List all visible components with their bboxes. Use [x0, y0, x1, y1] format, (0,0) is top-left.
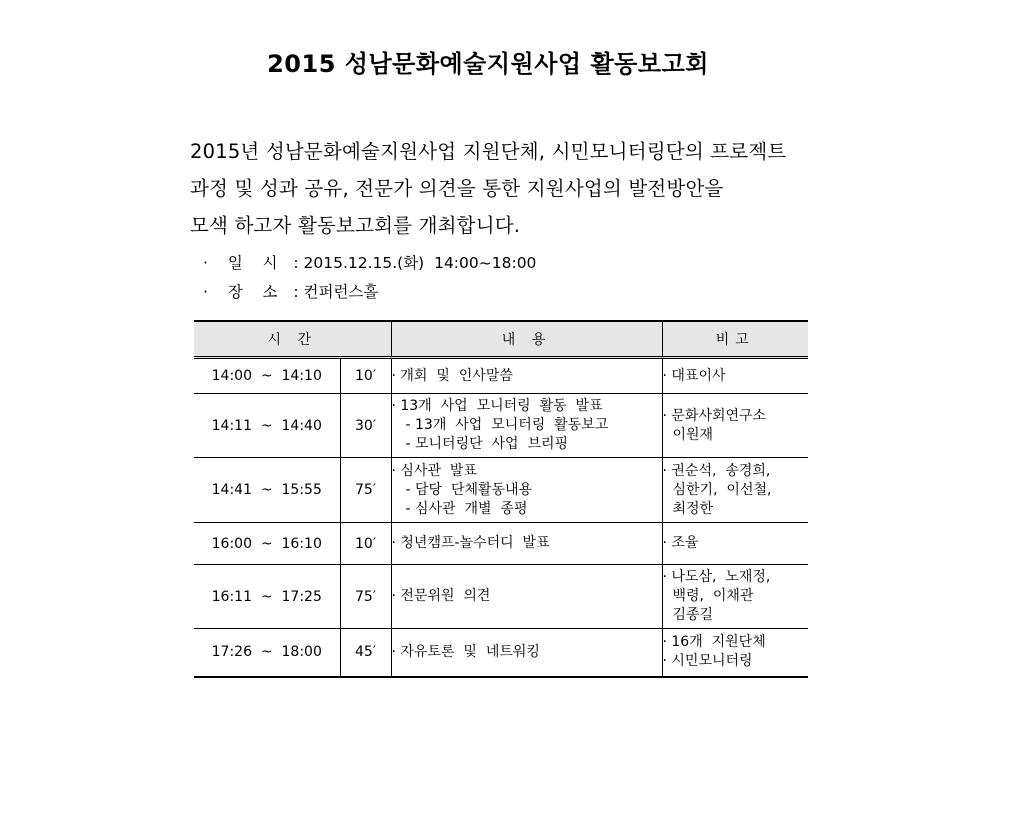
info-value: : 컨퍼런스홀 [293, 283, 379, 301]
row-time: 14:41 ~ 15:55 [194, 458, 340, 523]
content-line: · 전문위원 의견 [391, 588, 491, 604]
bullet: · [203, 283, 208, 301]
info-venue [203, 279, 536, 308]
row-duration: 75′ [340, 565, 391, 629]
table-row [194, 358, 808, 394]
row-duration: 45′ [340, 629, 391, 677]
row-duration: 75′ [340, 458, 391, 523]
content-line: · 청년캠프-놀수터디 발표 [391, 535, 550, 551]
info-label: 장 소 [227, 283, 278, 301]
row-duration: 10′ [340, 523, 391, 565]
content-line: - 모니터링단 사업 브리핑 [405, 436, 569, 452]
note-line: 이원재 [672, 426, 714, 443]
row-content [391, 565, 662, 629]
bullet: · [203, 254, 208, 272]
table-row [194, 394, 808, 458]
row-content [391, 523, 662, 565]
table-header-row [194, 321, 808, 358]
row-content [391, 629, 662, 677]
info-label: 일 시 [227, 254, 278, 272]
row-duration: 30′ [340, 394, 391, 458]
row-content [391, 458, 662, 523]
table-row [194, 458, 808, 523]
row-content [391, 358, 662, 394]
note-line: · 시민모니터링 [662, 653, 753, 670]
row-time: 17:26 ~ 18:00 [194, 629, 340, 677]
intro-line: 과정 및 성과 공유, 전문가 의견을 통한 지원사업의 발전방안을 [190, 177, 724, 200]
row-note [662, 358, 808, 394]
row-note [662, 565, 808, 629]
row-time: 16:00 ~ 16:10 [194, 523, 340, 565]
intro-paragraph [190, 133, 870, 244]
row-note [662, 394, 808, 458]
note-line: 김종길 [672, 607, 714, 623]
content-line: · 심사관 발표 [391, 462, 477, 479]
note-line: · 나도삼, 노재정, [662, 569, 771, 585]
note-line: · 권순석, 송경희, [662, 462, 771, 479]
event-info [203, 250, 536, 308]
note-line: 최정한 [672, 500, 714, 517]
document-title: 2015 성남문화예술지원사업 활동보고회 [267, 50, 709, 78]
row-time: 14:00 ~ 14:10 [194, 358, 340, 394]
content-line: - 13개 사업 모니터링 활동보고 [405, 417, 609, 433]
note-line: 백령, 이채관 [672, 588, 754, 604]
note-line: · 문화사회연구소 [662, 407, 767, 424]
table-row [194, 523, 808, 565]
note-line: · 대표이사 [662, 367, 726, 384]
header-time: 시 간 [194, 321, 391, 358]
content-line: - 심사관 개별 종평 [405, 500, 528, 517]
note-line: · 16개 지원단체 [662, 634, 766, 651]
content-line: - 담당 단체활동내용 [405, 481, 533, 498]
header-note: 비고 [662, 321, 808, 358]
row-content [391, 394, 662, 458]
intro-line: 2015년 성남문화예술지원사업 지원단체, 시민모니터링단의 프로젝트 [190, 140, 787, 163]
info-date-time [203, 250, 536, 279]
note-line: · 조율 [662, 535, 699, 551]
row-time: 14:11 ~ 14:40 [194, 394, 340, 458]
content-line: · 개회 및 인사말씀 [391, 367, 513, 384]
content-line: · 13개 사업 모니터링 활동 발표 [391, 398, 603, 414]
row-duration: 10′ [340, 358, 391, 394]
row-note [662, 523, 808, 565]
table-row [194, 629, 808, 677]
table-row [194, 565, 808, 629]
row-note [662, 629, 808, 677]
row-note [662, 458, 808, 523]
schedule-table [194, 320, 808, 678]
note-line: 심한기, 이선철, [672, 481, 772, 498]
header-content: 내 용 [391, 321, 662, 358]
info-value: : 2015.12.15.(화) 14:00~18:00 [293, 254, 537, 272]
intro-line: 모색 하고자 활동보고회를 개최합니다. [190, 214, 521, 237]
row-time: 16:11 ~ 17:25 [194, 565, 340, 629]
content-line: · 자유토론 및 네트워킹 [391, 643, 540, 660]
